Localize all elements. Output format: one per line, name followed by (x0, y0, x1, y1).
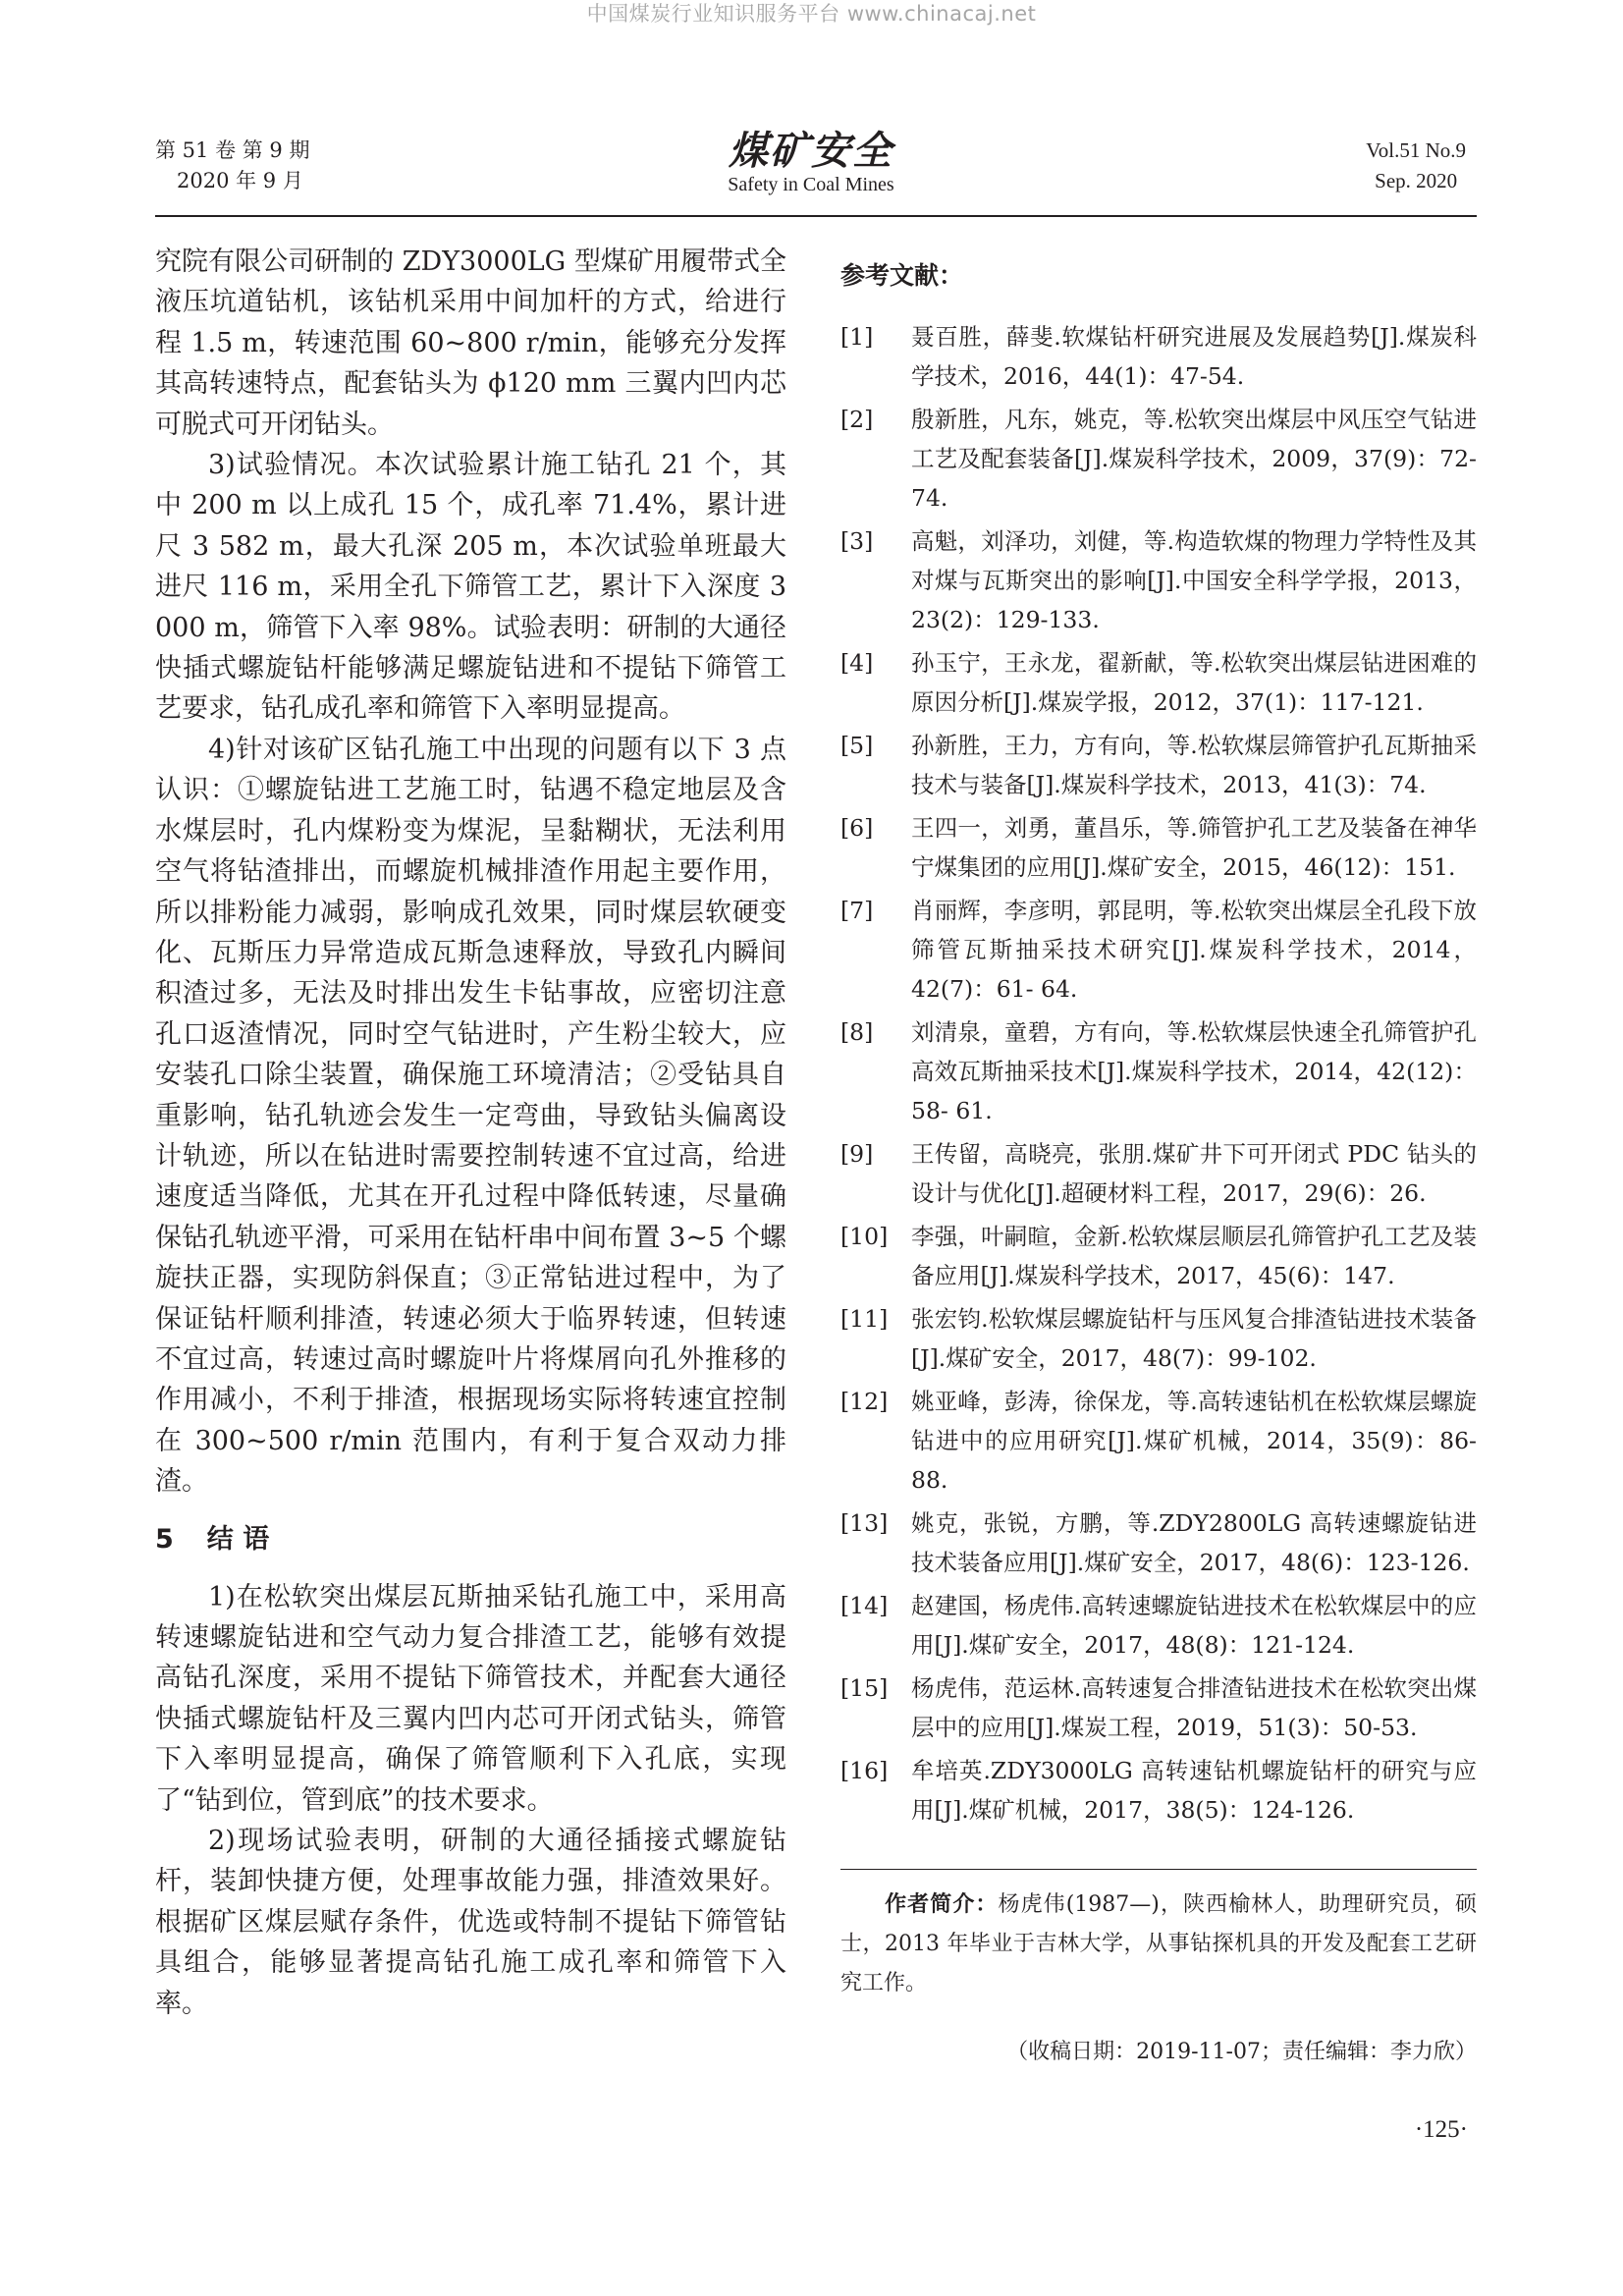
reference-item (840, 1751, 1477, 1830)
received-date: （收稿日期：2019-11-07；责任编辑：李力欣） (1006, 2040, 1477, 2064)
header-right (1366, 136, 1466, 196)
reference-text: 李强，叶嗣暄，金新.松软煤层顺层孔筛管护孔工艺及装备应用[J].煤炭科学技术，2017，45(6)：147. (911, 1223, 1477, 1289)
reference-number: [12] (840, 1388, 889, 1415)
reference-number: [14] (840, 1592, 889, 1619)
reference-text: 牟培英.ZDY3000LG 高转速钻机螺旋钻杆的研究与应用[J].煤矿机械，2017，38(5)：124-126. (911, 1757, 1477, 1824)
reference-item (840, 1503, 1477, 1582)
journal-masthead (664, 128, 958, 196)
section-title: 结 语 (206, 1523, 270, 1555)
reference-number: [16] (840, 1757, 889, 1784)
reference-text: 孙新胜，王力，方有向，等.松软煤层筛管护孔瓦斯抽采技术与装备[J].煤炭科学技术，2013，41(3)：74. (911, 732, 1477, 798)
body-paragraph: 究院有限公司研制的 ZDY3000LG 型煤矿用履带式全液压坑道钻机，该钻机采用中间加杆的方式，给进行程 1.5 m，转速范围 60~800 r/min，能够充分发挥其高转速特点，配套钻头为 ϕ120 mm 三翼内凹内芯可脱式可开闭钻头。 (155, 246, 786, 440)
date-cn: 2020 年 9 月 (177, 169, 303, 192)
reference-text: 王四一，刘勇，董昌乐，等.筛管护孔工艺及装备在神华宁煤集团的应用[J].煤矿安全，2015，46(12)：151. (911, 814, 1477, 881)
reference-item (840, 1134, 1477, 1213)
reference-item (840, 1668, 1477, 1747)
references-title: 参考文献： (840, 261, 964, 290)
reference-item (840, 317, 1477, 396)
journal-title-cn: 煤矿安全 (729, 128, 893, 174)
reference-text: 殷新胜，凡东，姚克，等.松软突出煤层中风压空气钻进工艺及配套装备[J].煤炭科学技术，2009，37(9)：72-74. (911, 406, 1477, 512)
author-bio-label: 作者简介： (884, 1892, 999, 1917)
reference-text: 姚亚峰，彭涛，徐保龙，等.高转速钻机在松软煤层螺旋钻进中的应用研究[J].煤矿机械，2014，35(9)：86-88. (911, 1388, 1477, 1494)
vol-no-en: Vol.51 No.9 (1366, 138, 1466, 162)
reference-text: 张宏钧.松软煤层螺旋钻杆与压风复合排渣钻进技术装备[J].煤矿安全，2017，48(7)：99-102. (911, 1305, 1477, 1372)
reference-number: [10] (840, 1223, 889, 1250)
header-rule (155, 215, 1477, 217)
reference-list (840, 317, 1477, 1830)
reference-text: 杨虎伟，范运林.高转速复合排渣钻进技术在松软突出煤层中的应用[J].煤炭工程，2019，51(3)：50-53. (911, 1674, 1477, 1741)
reference-number: [9] (840, 1140, 874, 1168)
page-number: ·125· (1414, 2116, 1468, 2143)
reference-number: [2] (840, 406, 874, 433)
reference-text: 赵建国，杨虎伟.高转速螺旋钻进技术在松软煤层中的应用[J].煤矿安全，2017，48(8)：121-124. (911, 1592, 1477, 1659)
reference-item (840, 1382, 1477, 1500)
reference-item (840, 521, 1477, 639)
conclusion-paragraph: 1)在松软突出煤层瓦斯抽采钻孔施工中，采用高转速螺旋钻进和空气动力复合排渣工艺，能够有效提高钻孔深度，采用不提钻下筛管技术，并配套大通径快插式螺旋钻杆及三翼内凹内芯可开闭式钻头，筛管下入率明显提高，确保了筛管顺利下入孔底，实现了“钻到位，管到底”的技术要求。 (155, 1581, 786, 1816)
reference-item (840, 400, 1477, 518)
body-paragraph: 3)试验情况。本次试验累计施工钻孔 21 个，其中 200 m 以上成孔 15 个，成孔率 71.4%，累计进尺 3 582 m，最大孔深 205 m，本次试验单班最大进尺 116 m，采用全孔下筛管工艺，累计下入深度 3 000 m，筛管下入率 98%。试验表明：研制的大通径快插式螺旋钻杆能够满足螺旋钻进和不提钻下筛管工艺要求，钻孔成孔率和筛管下入率明显提高。 (155, 450, 786, 725)
conclusion-paragraph: 2)现场试验表明，研制的大通径插接式螺旋钻杆，装卸快捷方便，处理事故能力强，排渣效果好。根据矿区煤层赋存条件，优选或特制不提钻下筛管钻具组合，能够显著提高钻孔施工成孔率和筛管下入率。 (155, 1826, 786, 2019)
reference-item (840, 1299, 1477, 1378)
reference-text: 聂百胜，薛斐.软煤钻杆研究进展及发展趋势[J].煤炭科学技术，2016，44(1)：47-54. (911, 323, 1477, 390)
section-heading (155, 1520, 786, 1559)
reference-number: [7] (840, 897, 874, 924)
journal-title-en: Safety in Coal Mines (728, 174, 894, 195)
reference-text: 王传留，高晓亮，张朋.煤矿井下可开闭式 PDC 钻头的设计与优化[J].超硬材料工程，2017，29(6)：26. (911, 1140, 1477, 1207)
left-column (155, 242, 786, 2024)
date-en: Sep. 2020 (1375, 169, 1458, 192)
reference-item (840, 1217, 1477, 1295)
section-number: 5 (155, 1523, 174, 1555)
reference-item (840, 1586, 1477, 1665)
reference-number: [6] (840, 814, 874, 842)
header-left (155, 136, 309, 196)
reference-number: [5] (840, 732, 874, 759)
reference-number: [15] (840, 1674, 889, 1702)
reference-number: [13] (840, 1509, 889, 1537)
reference-number: [8] (840, 1018, 874, 1046)
reference-item (840, 643, 1477, 722)
reference-number: [4] (840, 649, 874, 677)
author-bio-text: 杨虎伟(1987—)，陕西榆林人，助理研究员，硕士，2013 年毕业于吉林大学，从事钻探机具的开发及配套工艺研究工作。 (840, 1892, 1477, 1995)
reference-text: 孙玉宁，王永龙，翟新献，等.松软突出煤层钻进困难的原因分析[J].煤炭学报，2012，37(1)：117-121. (911, 649, 1477, 716)
reference-text: 肖丽辉，李彦明，郭昆明，等.松软突出煤层全孔段下放筛管瓦斯抽采技术研究[J].煤炭科学技术，2014，42(7)：61- 64. (911, 897, 1477, 1003)
reference-number: [3] (840, 527, 874, 555)
reference-item (840, 808, 1477, 887)
reference-text: 姚克，张锐，方鹏，等.ZDY2800LG 高转速螺旋钻进技术装备应用[J].煤矿安全，2017，48(6)：123-126. (911, 1509, 1477, 1576)
author-bio (840, 1869, 1477, 2003)
volume-issue: 第 51 卷 第 9 期 (155, 138, 310, 162)
watermark: 中国煤炭行业知识服务平台 www.chinacaj.net (586, 2, 1037, 26)
reference-text: 刘清泉，童碧，方有向，等.松软煤层快速全孔筛管护孔高效瓦斯抽采技术[J].煤炭科学技术，2014，42(12)：58- 61. (911, 1018, 1477, 1124)
reference-text: 高魁，刘泽功，刘健，等.构造软煤的物理力学特性及其对煤与瓦斯突出的影响[J].中国安全科学学报，2013，23(2)：129-133. (911, 527, 1477, 633)
right-column (840, 258, 1477, 2070)
reference-item (840, 1012, 1477, 1130)
body-paragraph: 4)针对该矿区钻孔施工中出现的问题有以下 3 点认识：①螺旋钻进工艺施工时，钻遇不稳定地层及含水煤层时，孔内煤粉变为煤泥，呈黏糊状，无法利用空气将钻渣排出，而螺旋机械排渣作用起主要作用，所以排粉能力减弱，影响成孔效果，同时煤层软硬变化、瓦斯压力异常造成瓦斯急速释放，导致孔内瞬间积渣过多，无法及时排出发生卡钻事故，应密切注意孔口返渣情况，同时空气钻进时，产生粉尘较大，应安装孔口除尘装置，确保施工环境清洁；②受钻具自重影响，钻孔轨迹会发生一定弯曲，导致钻头偏离设计轨迹，所以在钻进时需要控制转速不宜过高，给进速度适当降低，尤其在开孔过程中降低转速，尽量确保钻孔轨迹平滑，可采用在钻杆串中间布置 3~5 个螺旋扶正器，实现防斜保直；③正常钻进过程中，为了保证钻杆顺利排渣，转速必须大于临界转速，但转速不宜过高，转速过高时螺旋叶片将煤屑向孔外推移的作用减小，不利于排渣，根据现场实际将转速宜控制在 300~500 r/min 范围内，有利于复合双动力排渣。 (155, 734, 786, 1498)
reference-item (840, 891, 1477, 1009)
reference-item (840, 726, 1477, 804)
reference-number: [1] (840, 323, 874, 351)
reference-number: [11] (840, 1305, 889, 1333)
